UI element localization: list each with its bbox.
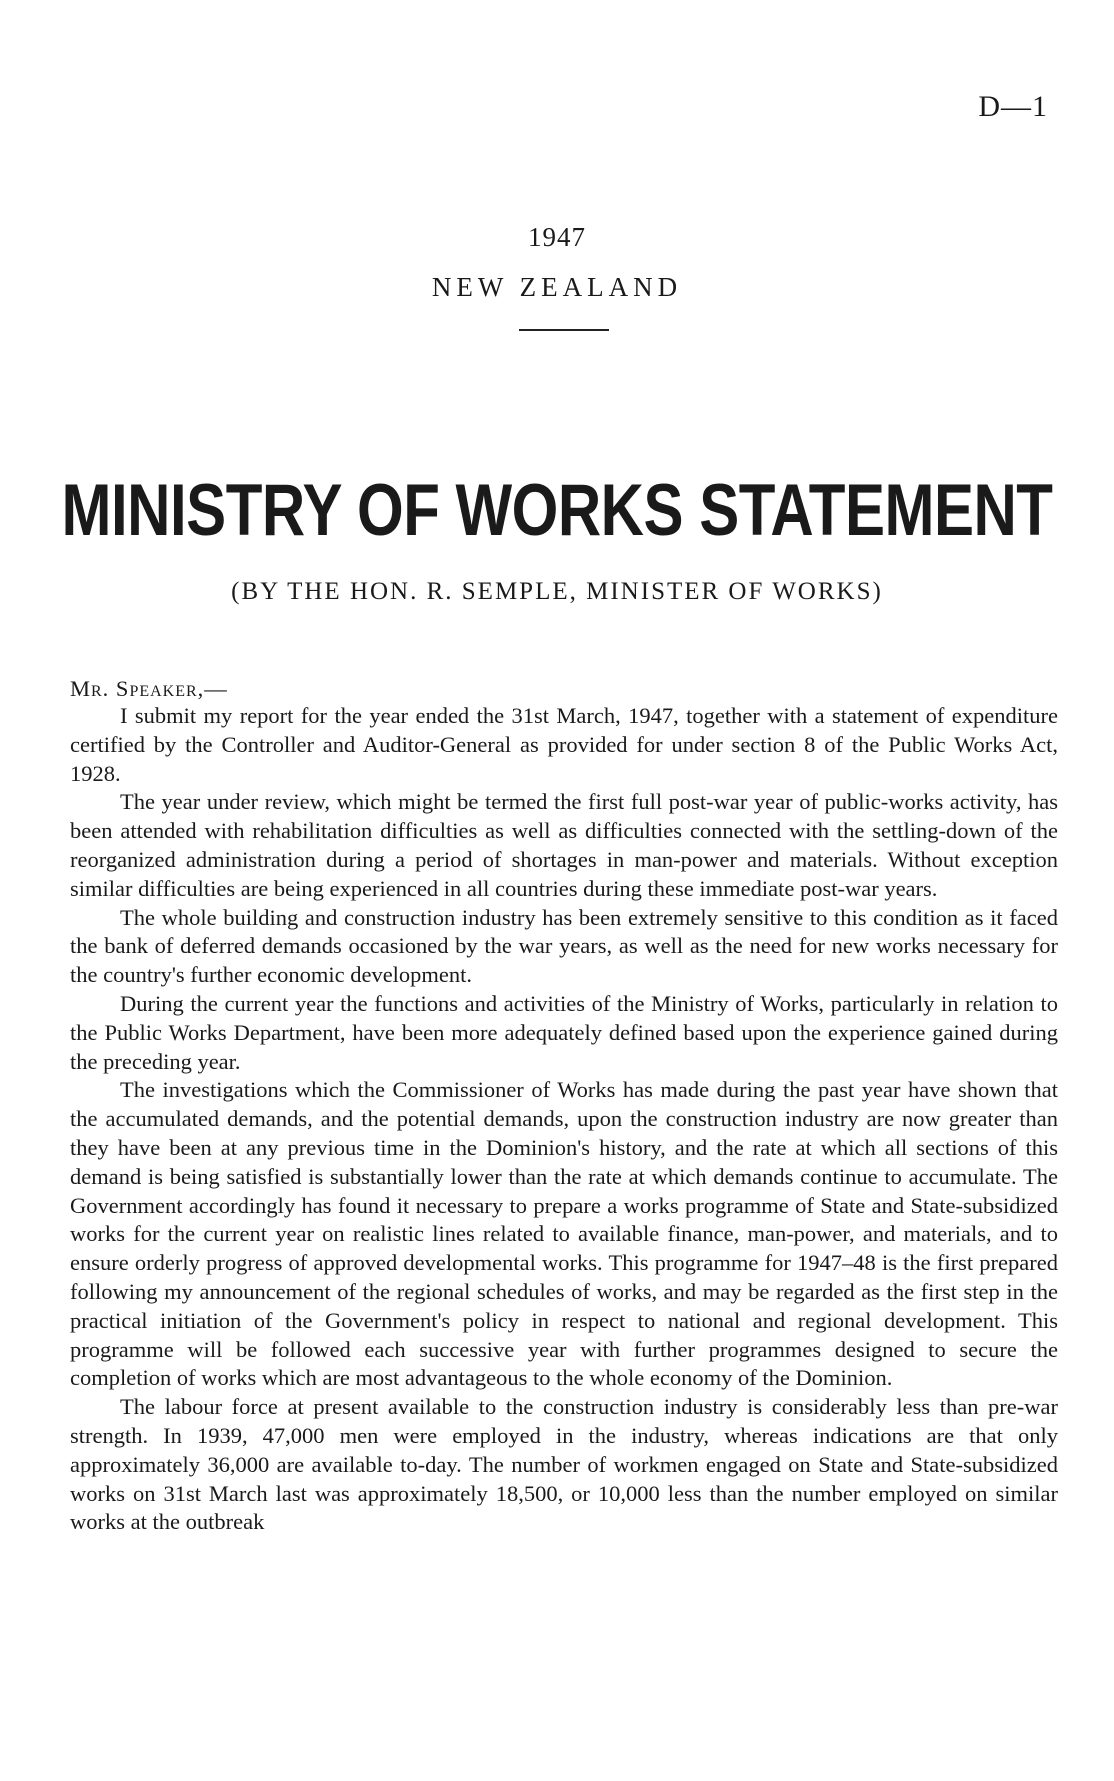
document-title: MINISTRY OF WORKS STATEMENT	[61, 469, 1053, 551]
statement-body	[70, 702, 1058, 1537]
paragraph: The year under review, which might be termed the first full post-war year of public-works activity, has been attended with rehabilitation difficulties as well as difficulties connected with the settling-down of the reorganized administration during a period of shortages in man-power and materials. Without exception similar difficulties are being experienced in all countries during these immediate post-war years.	[70, 789, 1058, 901]
paragraph: During the current year the functions and activities of the Ministry of Works, particularly in relation to the Public Works Department, have been more adequately defined based upon the experience gained during the preceding year.	[70, 990, 1058, 1074]
paragraph: The labour force at present available to the construction industry is considerably less than pre-war strength. In 1939, 47,000 men were employed in the industry, whereas indications are that only approximately 36,000 are available to-day. The number of workmen engaged on State and State-subsidized works on 31st March last was approximately 18,500, or 10,000 less than the number employed on similar works at the outbreak	[70, 1394, 1058, 1535]
paragraph: I submit my report for the year ended the 31st March, 1947, together with a statement of expenditure certified by the Controller and Auditor-General as provided for under section 8 of the Public Works Act, 1928.	[70, 703, 1058, 786]
country-heading: NEW ZEALAND	[431, 272, 683, 302]
heading-divider	[519, 329, 609, 331]
page-reference: D—1	[978, 90, 1048, 123]
byline: (BY THE HON. R. SEMPLE, MINISTER OF WORKS)	[231, 578, 883, 605]
document-year: 1947	[528, 222, 586, 252]
salutation: Mr. Speaker,—	[70, 676, 228, 701]
paragraph: The investigations which the Commissioner of Works has made during the past year have shown that the accumulated demands, and the potential demands, upon the construction industry are now greater than they have been at any previous time in the Dominion's history, and the rate at which all sections of this demand is being satisfied is substantially lower than the rate at which demands continue to accumulate. The Government accordingly has found it necessary to prepare a works programme of State and State-subsidized works for the current year on realistic lines related to available finance, man-power, and materials, and to ensure orderly progress of approved developmental works. This programme for 1947–48 is the first prepared following my announcement of the regional schedules of works, and may be regarded as the first step in the practical initiation of the Government's policy in respect to national and regional development. This programme will be followed each successive year with further programmes designed to secure the completion of works which are most advantageous to the whole economy of the Dominion.	[70, 1077, 1058, 1391]
paragraph: The whole building and construction industry has been extremely sensitive to this condition as it faced the bank of deferred demands occasioned by the war years, as well as the need for new works necessary for the country's further economic development.	[70, 904, 1058, 988]
